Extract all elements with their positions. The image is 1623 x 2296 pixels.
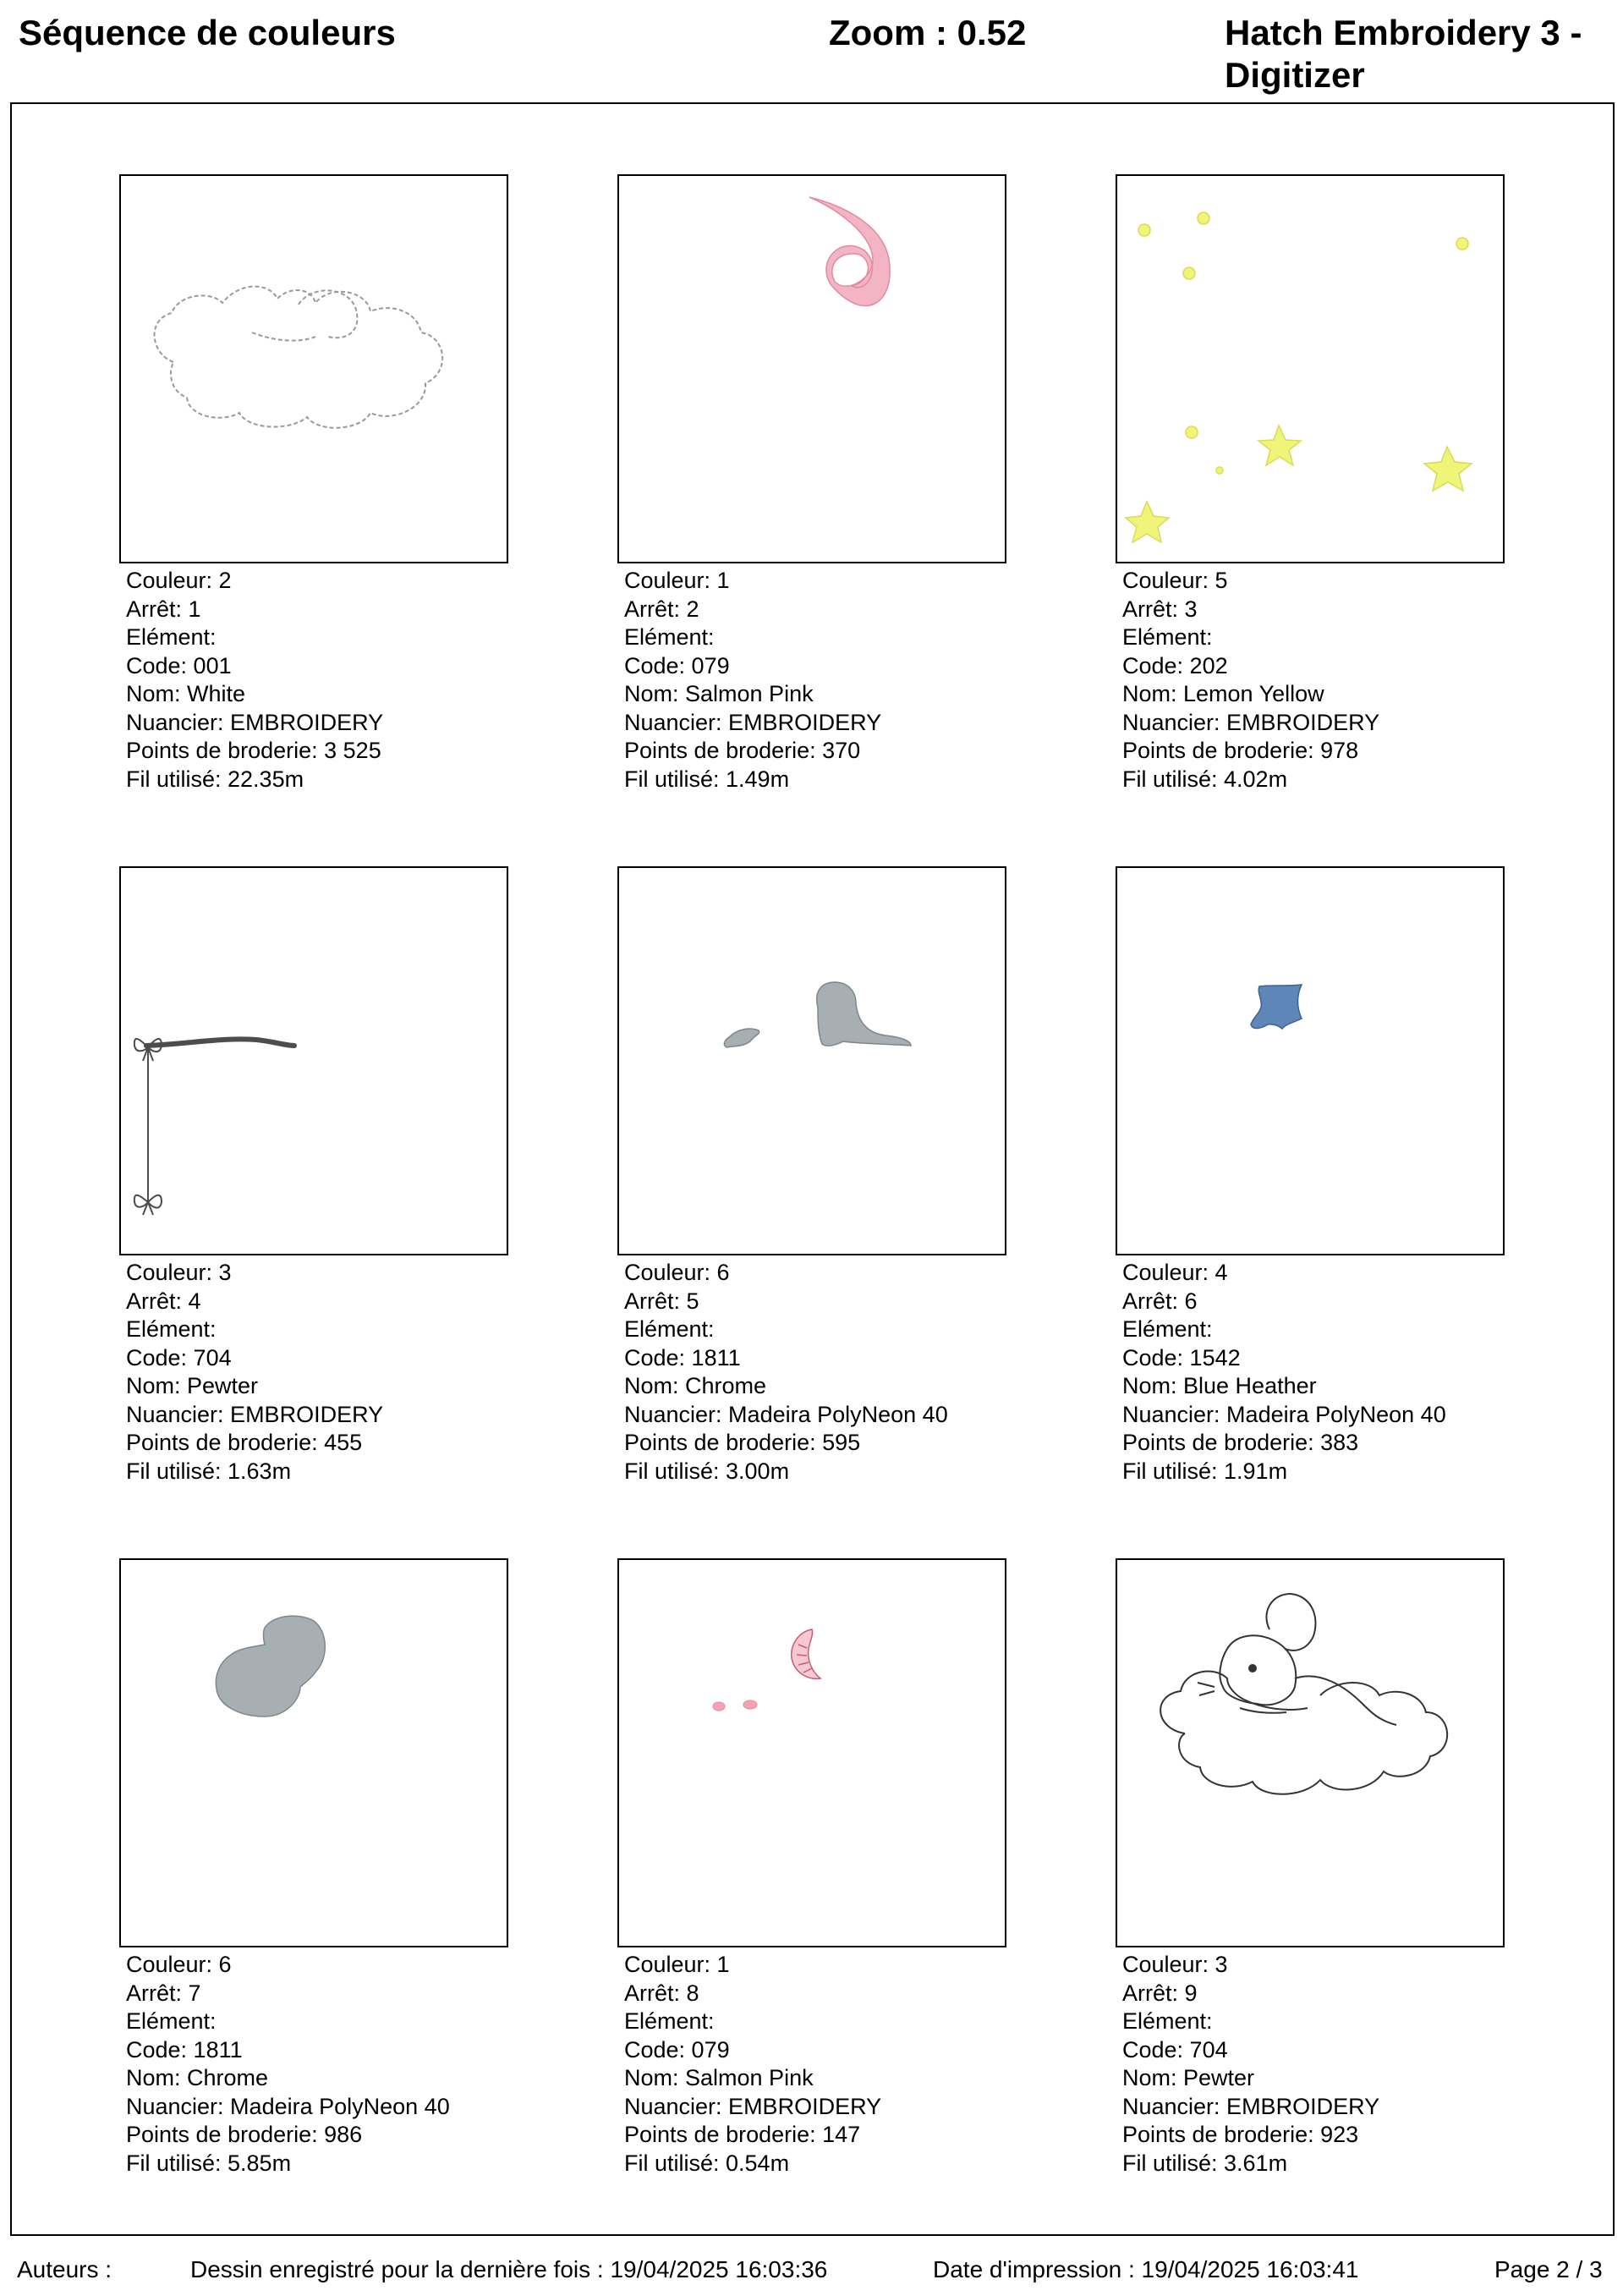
stop-number: Arrêt: 9	[1122, 1980, 1198, 2006]
cloud-outline-icon	[121, 176, 507, 562]
stop-number: Arrêt: 8	[624, 1980, 699, 2006]
thread-chart: Nuancier: EMBROIDERY	[1122, 2093, 1380, 2119]
thread-used: Fil utilisé: 1.91m	[1122, 1458, 1288, 1484]
stop-number: Arrêt: 1	[126, 596, 201, 622]
stop-card-6	[1116, 866, 1555, 1486]
stop-card-1	[119, 174, 559, 794]
color-number: Couleur: 4	[1122, 1260, 1228, 1285]
stop-card-2	[617, 174, 1057, 794]
thread-used: Fil utilisé: 1.49m	[624, 766, 790, 792]
footer-saved-date: Dessin enregistré pour la dernière fois : 19/04/2025 16:03:36	[190, 2256, 828, 2282]
color-number: Couleur: 3	[126, 1260, 232, 1285]
stop-number: Arrêt: 7	[126, 1980, 201, 2006]
pink-swirl-icon	[619, 176, 1005, 562]
thread-name: Nom: Pewter	[1122, 2065, 1255, 2090]
stop-info-3	[1122, 567, 1555, 794]
color-number: Couleur: 6	[624, 1260, 730, 1285]
stop-preview-5	[617, 866, 1006, 1255]
stop-info-4	[126, 1259, 559, 1486]
thread-used: Fil utilisé: 3.61m	[1122, 2150, 1288, 2176]
thread-chart: Nuancier: Madeira PolyNeon 40	[126, 2093, 450, 2119]
element: Elément:	[126, 1316, 217, 1342]
element: Elément:	[126, 2008, 217, 2034]
thread-used: Fil utilisé: 22.35m	[126, 766, 304, 792]
thread-chart: Nuancier: EMBROIDERY	[126, 709, 384, 735]
thread-used: Fil utilisé: 1.63m	[126, 1458, 292, 1484]
thread-code: Code: 704	[1122, 2036, 1228, 2063]
color-number: Couleur: 1	[624, 1952, 730, 1977]
footer-page-number: Page 2 / 3	[1494, 2256, 1603, 2282]
stitch-count: Points de broderie: 986	[126, 2122, 363, 2147]
thread-code: Code: 1811	[126, 2036, 243, 2063]
thread-name: Nom: Lemon Yellow	[1122, 681, 1324, 706]
color-number: Couleur: 5	[1122, 568, 1228, 593]
thread-name: Nom: Pewter	[126, 1373, 259, 1398]
stitch-count: Points de broderie: 370	[624, 738, 861, 763]
stop-preview-8	[617, 1558, 1006, 1947]
blue-patch-icon	[1117, 868, 1503, 1254]
thread-name: Nom: Blue Heather	[1122, 1373, 1317, 1398]
thread-chart: Nuancier: EMBROIDERY	[1122, 709, 1380, 735]
stop-info-5	[624, 1259, 1057, 1486]
stop-info-6	[1122, 1259, 1555, 1486]
color-number: Couleur: 6	[126, 1952, 232, 1977]
grey-ears-icon	[121, 1560, 507, 1946]
thread-chart: Nuancier: Madeira PolyNeon 40	[624, 1401, 948, 1427]
thread-chart: Nuancier: EMBROIDERY	[624, 709, 882, 735]
stop-preview-1	[119, 174, 508, 563]
stop-number: Arrêt: 3	[1122, 596, 1198, 622]
element: Elément:	[1122, 2008, 1213, 2034]
thread-chart: Nuancier: EMBROIDERY	[126, 1401, 384, 1427]
element: Elément:	[624, 2008, 715, 2034]
stop-card-3	[1116, 174, 1555, 794]
zoom-level: Zoom : 0.52	[829, 13, 1027, 52]
stop-card-7	[119, 1558, 559, 2178]
thread-name: Nom: Salmon Pink	[624, 681, 814, 706]
thread-used: Fil utilisé: 3.00m	[624, 1458, 790, 1484]
hanging-string-icon	[121, 868, 507, 1254]
stop-info-8	[624, 1951, 1057, 2178]
stitch-count: Points de broderie: 147	[624, 2122, 861, 2147]
stop-info-9	[1122, 1951, 1555, 2178]
stop-info-1	[126, 567, 559, 794]
stitch-count: Points de broderie: 923	[1122, 2122, 1359, 2147]
thread-name: Nom: Salmon Pink	[624, 2065, 814, 2090]
stop-card-9	[1116, 1558, 1555, 2178]
color-number: Couleur: 3	[1122, 1952, 1228, 1977]
element: Elément:	[1122, 1316, 1213, 1342]
stitch-count: Points de broderie: 978	[1122, 738, 1359, 763]
stop-number: Arrêt: 2	[624, 596, 699, 622]
stitch-count: Points de broderie: 455	[126, 1430, 363, 1455]
app-name: Hatch Embroidery 3 - Digitizer	[1225, 13, 1582, 95]
stop-number: Arrêt: 6	[1122, 1288, 1198, 1314]
yellow-stars-icon	[1117, 176, 1503, 562]
stop-number: Arrêt: 5	[624, 1288, 699, 1314]
color-number: Couleur: 1	[624, 568, 730, 593]
color-number: Couleur: 2	[126, 568, 232, 593]
mouse-cloud-icon	[1117, 1560, 1503, 1946]
element: Elément:	[126, 624, 217, 650]
stop-preview-6	[1116, 866, 1505, 1255]
stitch-count: Points de broderie: 3 525	[126, 738, 381, 763]
thread-name: Nom: Chrome	[624, 1373, 767, 1398]
pink-details-icon	[619, 1560, 1005, 1946]
thread-used: Fil utilisé: 4.02m	[1122, 766, 1288, 792]
element: Elément:	[1122, 624, 1213, 650]
stop-card-8	[617, 1558, 1057, 2178]
thread-code: Code: 202	[1122, 652, 1228, 678]
thread-code: Code: 001	[126, 652, 232, 678]
footer-print-date: Date d'impression : 19/04/2025 16:03:41	[933, 2256, 1359, 2282]
stop-preview-3	[1116, 174, 1505, 563]
stop-preview-2	[617, 174, 1006, 563]
thread-name: Nom: Chrome	[126, 2065, 269, 2090]
thread-name: Nom: White	[126, 681, 246, 706]
footer-authors: Auteurs :	[17, 2256, 112, 2282]
element: Elément:	[624, 1316, 715, 1342]
thread-code: Code: 704	[126, 1344, 232, 1370]
stop-info-2	[624, 567, 1057, 794]
thread-used: Fil utilisé: 5.85m	[126, 2150, 292, 2176]
stop-preview-9	[1116, 1558, 1505, 1947]
thread-code: Code: 079	[624, 652, 730, 678]
thread-used: Fil utilisé: 0.54m	[624, 2150, 790, 2176]
stop-preview-7	[119, 1558, 508, 1947]
element: Elément:	[624, 624, 715, 650]
stop-card-4	[119, 866, 559, 1486]
thread-code: Code: 1542	[1122, 1344, 1241, 1370]
stop-number: Arrêt: 4	[126, 1288, 201, 1314]
page-title: Séquence de couleurs	[19, 13, 396, 52]
thread-chart: Nuancier: EMBROIDERY	[624, 2093, 882, 2119]
thread-code: Code: 079	[624, 2036, 730, 2063]
stop-card-5	[617, 866, 1057, 1486]
stitch-count: Points de broderie: 383	[1122, 1430, 1359, 1455]
stop-preview-4	[119, 866, 508, 1255]
stitch-count: Points de broderie: 595	[624, 1430, 861, 1455]
thread-chart: Nuancier: Madeira PolyNeon 40	[1122, 1401, 1446, 1427]
grey-shapes-icon	[619, 868, 1005, 1254]
stop-info-7	[126, 1951, 559, 2178]
thread-code: Code: 1811	[624, 1344, 741, 1370]
